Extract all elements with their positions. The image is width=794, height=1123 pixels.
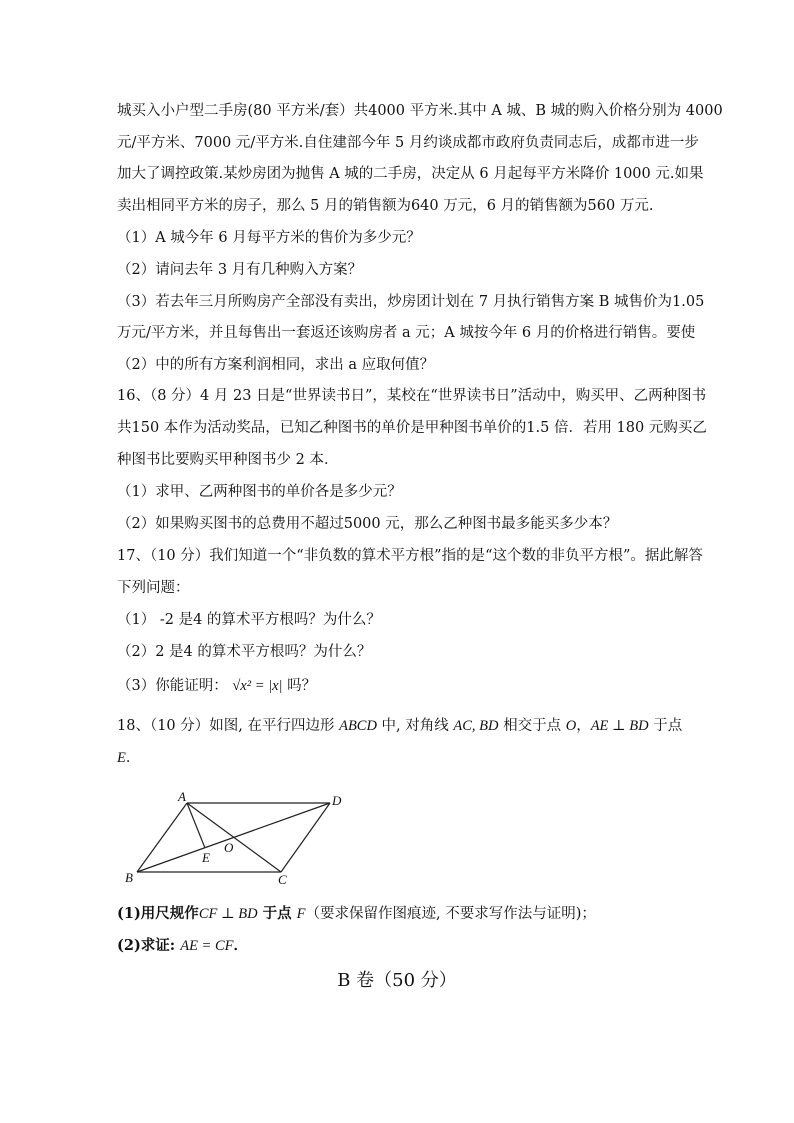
section-b-title: B 卷（50 分） bbox=[337, 970, 457, 991]
parallelogram-diagram bbox=[118, 788, 358, 888]
q2-suffix: ． bbox=[233, 937, 248, 954]
q1-suffix: （要求保留作图痕迹, 不要求写作法与证明)； bbox=[305, 906, 596, 922]
label-c: C bbox=[278, 872, 287, 887]
side-cd bbox=[281, 803, 330, 872]
problem15-question1: （1）A 城今年 6 月每平方米的售价为多少元？ bbox=[117, 230, 421, 246]
problem16-question2: （2）如果购买图书的总费用不超过5000 元，那么乙种图书最多能买多少本？ bbox=[117, 516, 618, 532]
problem18-text-b: 中, 对角线 bbox=[376, 718, 454, 734]
problem18-text-e: 于点 bbox=[648, 718, 683, 734]
problem16-text-line1: 16、（8 分）4 月 23 日是“世界读书日”，某校在“世界读书日”活动中，购买甲、乙两种图书 bbox=[117, 388, 707, 404]
problem17-question1: （1） -2 是4 的算术平方根吗？为什么？ bbox=[117, 612, 381, 628]
math-ac-bd: AC, BD bbox=[453, 718, 499, 734]
q1-prefix: (1)用尺规作 bbox=[117, 905, 199, 922]
problem18-text-line1 bbox=[117, 716, 682, 736]
math-o: O bbox=[565, 718, 577, 734]
math-cf-perp-bd: CF ⊥ BD bbox=[198, 906, 258, 922]
problem17-text-line2: 下列问题： bbox=[117, 580, 190, 596]
problem17-question2: （2）2 是4 的算术平方根吗？为什么？ bbox=[117, 644, 372, 660]
problem18-text-line2 bbox=[117, 748, 140, 768]
problem18-text-a: 18、（10 分）如图, 在平行四边形 bbox=[117, 718, 340, 734]
problem17-text-line1: 17、（10 分）我们知道一个“非负数的算术平方根”指的是“这个数的非负平方根”。据此解答 bbox=[117, 548, 703, 564]
diagonal-bd bbox=[137, 803, 330, 872]
problem15-text-line3: 加大了调控政策.某炒房团为抛售 A 城的二手房，决定从 6 月起每平方米降价 1000 元.如果 bbox=[117, 166, 704, 182]
label-b: B bbox=[125, 870, 133, 885]
problem16-question1: （1）求甲、乙两种图书的单价各是多少元？ bbox=[117, 484, 402, 500]
q2-prefix: (2)求证: bbox=[117, 937, 181, 954]
problem16-text-line2: 共150 本作为活动奖品，已知乙种图书的单价是甲种图书单价的1.5 倍．若用 180 元购买乙 bbox=[117, 420, 707, 436]
problem15-question3-line1: （3）若去年三月所购房产全部没有卖出，炒房团计划在 7 月执行销售方案 B 城售价为1.05 bbox=[117, 294, 705, 310]
math-f: F bbox=[296, 906, 306, 922]
problem18-text-d: ， bbox=[576, 718, 591, 734]
problem15-question3-line3: （2）中的所有方案利润相同，求出 a 应取何值？ bbox=[117, 357, 435, 373]
problem18-text-end: ． bbox=[125, 750, 141, 766]
label-a: A bbox=[178, 789, 186, 804]
problem18-text-c: 相交于点 bbox=[498, 718, 566, 734]
problem17-question3 bbox=[117, 676, 316, 696]
math-abcd: ABCD bbox=[339, 718, 377, 734]
label-d: D bbox=[332, 793, 342, 808]
sqrt-formula: √x² = |x| bbox=[232, 678, 283, 694]
problem15-question3-line2: 万元/平方米，并且每售出一套返还该购房者 a 元；A 城按今年 6 月的价格进行销售。要使 bbox=[117, 325, 696, 341]
math-ae-perp-bd: AE ⊥ BD bbox=[590, 718, 649, 734]
q1-mid: 于点 bbox=[257, 905, 297, 922]
problem17-question3-suffix: 吗？ bbox=[287, 678, 317, 694]
problem15-text-line2: 元/平方米、7000 元/平方米.自住建部今年 5 月约谈成都市政府负责同志后，成都市进一步 bbox=[117, 135, 699, 151]
problem15-text-line1: 城买入小户型二手房(80 平方米/套）共4000 平方米.其中 A 城、B 城的购入价格分别为 4000 bbox=[117, 103, 723, 119]
label-o: O bbox=[224, 840, 234, 855]
problem18-question1 bbox=[117, 904, 596, 924]
math-e: E bbox=[117, 750, 126, 766]
problem16-text-line3: 种图书比要购买甲种图书少 2 本． bbox=[117, 452, 339, 468]
math-ae-eq-cf: AE = CF bbox=[180, 938, 234, 954]
label-e: E bbox=[202, 850, 210, 865]
problem17-question3-prefix: （3）你能证明： bbox=[117, 678, 228, 694]
problem18-question2 bbox=[117, 936, 248, 956]
side-ab bbox=[137, 803, 187, 872]
problem15-question2: （2）请问去年 3 月有几种购入方案？ bbox=[117, 262, 363, 278]
problem15-text-line4: 卖出相同平方米的房子，那么 5 月的销售额为640 万元，6 月的销售额为560 万元. bbox=[117, 198, 654, 214]
